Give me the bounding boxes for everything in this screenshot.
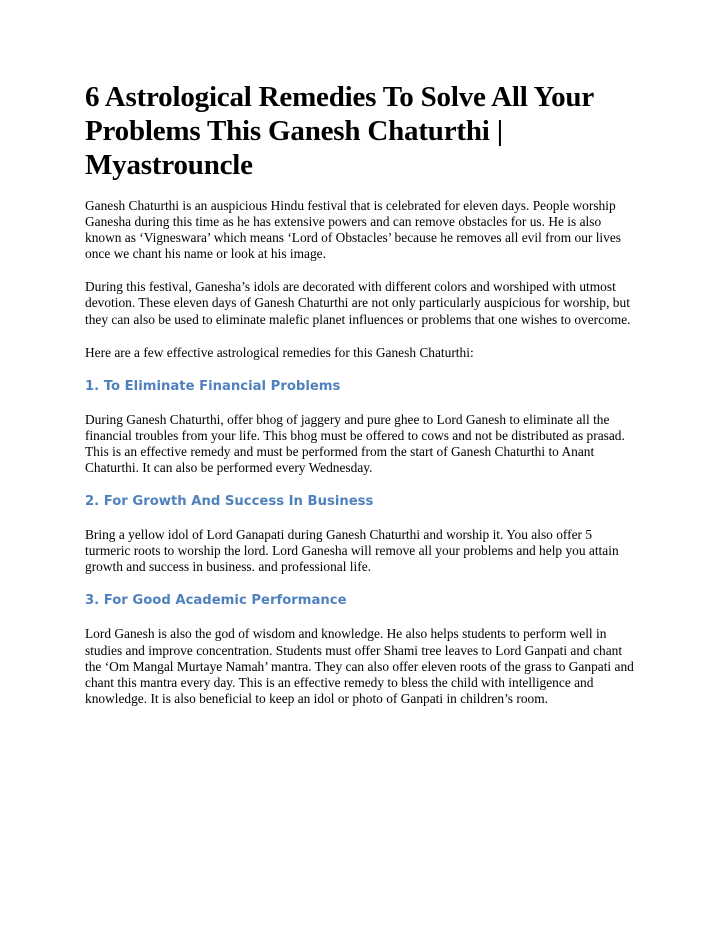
document-page: [85, 80, 637, 724]
section-body-financial: During Ganesh Chaturthi, offer bhog of jaggery and pure ghee to Lord Ganesh to eliminate all the financial troubles from your life. This bhog must be offered to cows and not be distributed as prasad. This is an effective remedy and must be performed from the start of Ganesh Chaturthi to Anant Chaturthi. It can also be performed every Wednesday.: [85, 411, 625, 476]
section-body-academic: Lord Ganesh is also the god of wisdom and knowledge. He also helps students to perform well in studies and improve concentration. Students must offer Shami tree leaves to Lord Ganpati and chant the ‘Om Mangal Murtaye Namah’ mantra. They can also offer eleven roots of the grass to Ganpati and chant this mantra every day. This is an effective remedy to bless the child with intelligence and knowledge. It is also beneficial to keep an idol or photo of Ganpati in children’s room.: [85, 626, 634, 706]
section-heading-academic: 3. For Good Academic Performance: [85, 593, 347, 609]
intro-paragraph-1: Ganesh Chaturthi is an auspicious Hindu festival that is celebrated for eleven days. People worship Ganesha during this time as he has extensive powers and can remove obstacles for us. He is also known as ‘Vigneswara’ which means ‘Lord of Obstacles’ because he removes all evil from our lives once we chant his name or look at his image.: [85, 198, 622, 262]
intro-paragraph-3: Here are a few effective astrological remedies for this Ganesh Chaturthi:: [85, 344, 474, 360]
document-title: 6 Astrological Remedies To Solve All Your Problems This Ganesh Chaturthi | Myastrouncle: [85, 81, 594, 181]
section-heading-business: 2. For Growth And Success In Business: [85, 494, 374, 510]
section-heading-financial: 1. To Eliminate Financial Problems: [85, 378, 341, 394]
intro-paragraph-2: During this festival, Ganesha’s idols are decorated with different colors and worshiped with utmost devotion. These eleven days of Ganesh Chaturthi are not only particularly auspicious for worship, but they can also be used to eliminate malefic planet influences or problems that one wishes to overcome.: [85, 279, 631, 327]
section-body-business: Bring a yellow idol of Lord Ganapati during Ganesh Chaturthi and worship it. You also offer 5 turmeric roots to worship the lord. Lord Ganesha will remove all your problems and help you attain growth and success in business. and professional life.: [85, 527, 619, 575]
